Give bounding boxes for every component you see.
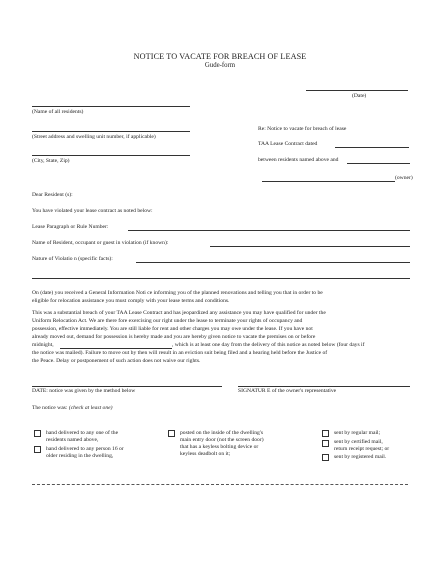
street-address-line[interactable] — [32, 131, 190, 132]
between-residents-label: between residents named above and — [258, 157, 339, 163]
salutation: Dear Resident (s): — [32, 192, 73, 198]
owner-name-line-1[interactable] — [347, 163, 410, 164]
paragraph-1-line-2: eligible for relocation assistance you must comply with your lease terms and conditions. — [32, 298, 230, 304]
check-one-hint: (check at least one) — [68, 405, 113, 411]
posted-door-label-b: main entry door (not the screen door) — [180, 437, 264, 443]
certified-mail-label-b: return receipt request; or — [334, 446, 390, 452]
paragraph-2-line-6: the notice was mailed). Failure to move out by then will result in an eviction suit being filed and a hearing held before the Justice of — [32, 350, 328, 356]
certified-mail-label-a: sent by certified mail, — [334, 439, 383, 445]
notice-date-line[interactable] — [32, 386, 222, 387]
posted-door-label-a: posted on the inside of the dwelling's — [180, 430, 264, 436]
paragraph-2-midnight: midnight, — [32, 342, 54, 348]
paragraph-2-line-1: This was a substantial breach of your TAA Lease Contract and has jeopardized any assistance you may have qualified for under the — [32, 310, 326, 316]
vacate-date-line[interactable] — [60, 348, 172, 349]
registered-mail-checkbox[interactable] — [322, 454, 329, 461]
regular-mail-checkbox[interactable] — [322, 430, 329, 437]
document-subtitle: Gude-form — [204, 62, 236, 69]
lease-paragraph-line[interactable] — [128, 230, 410, 231]
certified-mail-checkbox[interactable] — [322, 440, 329, 447]
hand-delivered-person-label-a: hand delivered to any person 16 or — [46, 446, 124, 452]
regular-mail-label: sent by regular mail; — [334, 430, 381, 436]
document-title: NOTICE TO VACATE FOR BREACH OF LEASE — [133, 52, 307, 61]
notice-was-label — [32, 405, 112, 412]
lease-paragraph-label: Lease Paragraph or Rule Number: — [32, 224, 109, 230]
date-line[interactable] — [306, 90, 408, 91]
hand-delivered-person-checkbox[interactable] — [34, 446, 41, 453]
lease-contract-dated-label: TAA Lease Contract dated — [258, 141, 318, 147]
hand-delivered-resident-checkbox[interactable] — [34, 430, 41, 437]
nature-of-violation-line-1[interactable] — [136, 262, 410, 263]
paragraph-2-line-4: already moved out, demand for possession is hereby made and you are hereby given notice to vacate the premises on or before — [32, 334, 316, 340]
paragraph-2-line-7: the Peace. Delay or postponement of such action does not waive our rights. — [32, 358, 201, 364]
paragraph-2-line-5: , which is at least one day from the delivery of this notice as noted below (four days if — [172, 342, 365, 348]
owner-name-line-2[interactable] — [262, 181, 395, 182]
lease-contract-date-line[interactable] — [335, 147, 409, 148]
owner-label: (owner) — [395, 175, 413, 181]
paragraph-2-line-2: Uniform Relocation Act. We are there fore exercising our right under the lease to terminate your rights of occupancy and — [32, 318, 303, 324]
dashed-divider — [32, 484, 408, 485]
posted-door-label-d: keyless deadbolt on it; — [180, 451, 231, 457]
paragraph-1-line-1: On (date) you received a General Information Noti ce informing you of the planned renovations and telling you that in order to be — [32, 290, 323, 296]
paragraph-2-line-3: possession, effective immediately. You are still liable for rent and other charges you may owe under the lease. If you have not — [32, 326, 313, 332]
violator-name-line[interactable] — [210, 246, 410, 247]
violator-name-label: Name of Resident, occupant or guest in violation (if known): — [32, 240, 169, 246]
posted-door-label-c: that has a keyless bolting device or — [180, 444, 259, 450]
city-state-zip-label: (City, State, Zip) — [32, 158, 70, 164]
signature-line[interactable] — [238, 386, 410, 387]
city-state-zip-line[interactable] — [32, 155, 190, 156]
hand-delivered-resident-label-b: residents named above, — [46, 437, 99, 443]
hand-delivered-person-label-b: older residing in the dwelling, — [46, 453, 114, 459]
nature-of-violation-label: Nature of Violatio n (specific facts): — [32, 256, 113, 262]
posted-door-checkbox[interactable] — [168, 430, 175, 437]
date-label: (Date) — [352, 93, 367, 99]
notice-was-text: The notice was: — [32, 405, 68, 411]
registered-mail-label: sent by registered mail. — [334, 454, 387, 460]
re-notice-line: Re: Notice to vacate for breach of lease — [258, 126, 347, 132]
violation-intro: You have violated your lease contract as noted below: — [32, 208, 153, 214]
signature-label: SIGNATUR E of the owner's representative — [238, 388, 337, 394]
residents-name-line[interactable] — [32, 106, 190, 107]
hand-delivered-resident-label-a: hand delivered to any one of the — [46, 430, 119, 436]
nature-of-violation-line-2[interactable] — [32, 278, 410, 279]
notice-date-label: DATE: notice was given by the method below — [32, 388, 136, 394]
residents-name-label: (Name of all residents) — [32, 109, 84, 115]
street-address-label: (Street address and swelling unit number, if applicable) — [32, 134, 156, 140]
